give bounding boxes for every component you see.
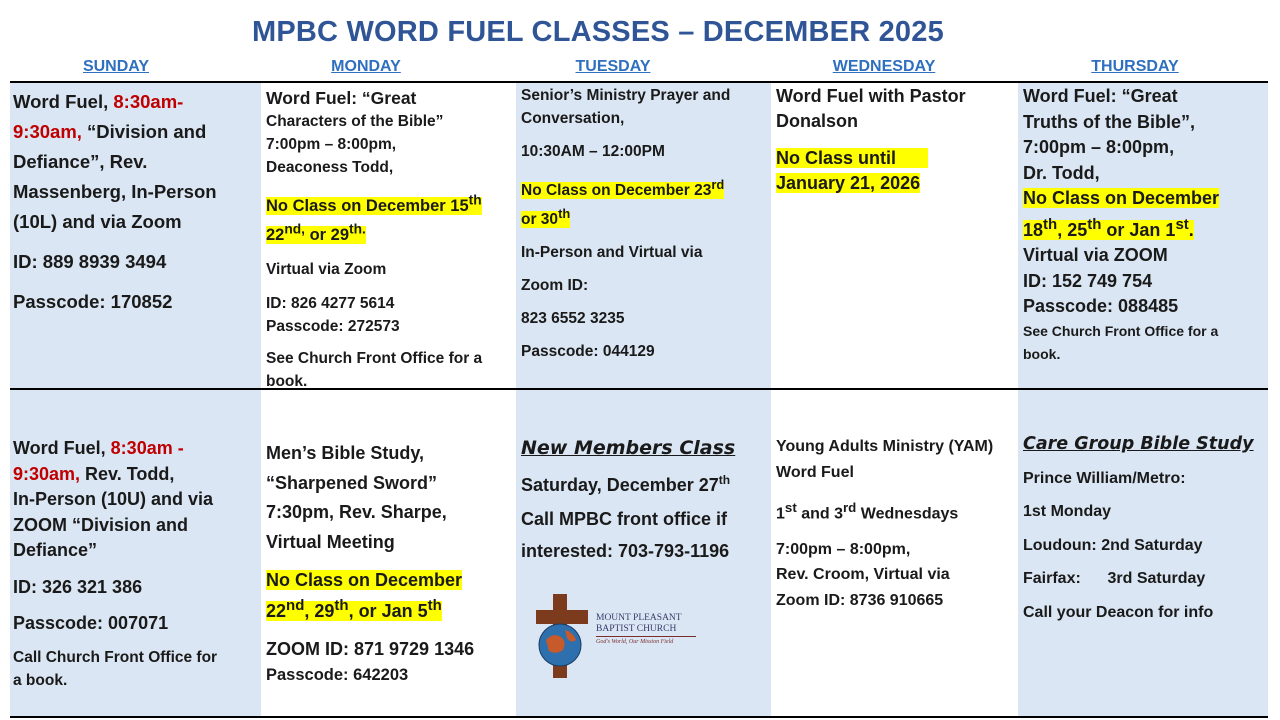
logo-text: MOUNT PLEASANT bbox=[596, 613, 682, 623]
cell-r2-sunday bbox=[10, 390, 261, 716]
zoom-id: ID: 326 321 386 bbox=[13, 576, 143, 597]
time-text: 9:30am, bbox=[13, 463, 81, 484]
no-class-notice: No Class until bbox=[776, 148, 928, 168]
no-class-notice: 18th, 25th or Jan 1st. bbox=[1023, 215, 1194, 240]
no-class-notice: No Class on December bbox=[266, 570, 463, 590]
zoom-id: ZOOM ID: 871 9729 1346 bbox=[266, 639, 475, 659]
text: book. bbox=[266, 373, 308, 388]
text: In-Person and Virtual via bbox=[521, 244, 703, 262]
text: Dr. Todd, bbox=[1023, 162, 1100, 183]
time-text: 8:30am - bbox=[110, 438, 184, 458]
passcode: Passcode: 044129 bbox=[521, 343, 655, 361]
text: Rev. Croom, Virtual via bbox=[776, 566, 950, 584]
text: Word Fuel: “Great bbox=[1023, 86, 1178, 106]
text: (10L) and via Zoom bbox=[13, 211, 182, 232]
text: In-Person (10U) and via bbox=[13, 489, 214, 509]
text: 1 bbox=[776, 505, 785, 523]
text: book. bbox=[1023, 345, 1061, 362]
zoom-id: ID: 152 749 754 bbox=[1023, 270, 1153, 291]
day-header-sunday: SUNDAY bbox=[82, 58, 150, 75]
cell-r1-tuesday bbox=[516, 82, 771, 388]
cell-r1-thursday bbox=[1018, 82, 1268, 388]
cross-globe-icon bbox=[533, 594, 595, 678]
text: th bbox=[718, 473, 731, 487]
new-members-class-title: New Members Class bbox=[521, 437, 736, 459]
text: Truths of the Bible”, bbox=[1023, 111, 1196, 132]
text: 7:00pm – 8:00pm, bbox=[266, 136, 397, 153]
text: Rev. Todd, bbox=[80, 463, 175, 484]
zoom-id: ID: 889 8939 3494 bbox=[13, 251, 167, 272]
text: “Division and bbox=[81, 121, 207, 142]
cell-r2-thursday bbox=[1018, 390, 1268, 716]
text: Virtual via ZOOM bbox=[1023, 245, 1168, 265]
text: 10:30AM – 12:00PM bbox=[521, 143, 665, 160]
text: 1st Monday bbox=[1023, 503, 1112, 520]
passcode: Passcode: 642203 bbox=[266, 666, 409, 684]
church-logo bbox=[533, 594, 703, 678]
time-text: 8:30am- bbox=[113, 91, 184, 112]
text: Word Fuel, bbox=[13, 91, 114, 112]
table-bottom-border bbox=[10, 716, 1268, 718]
passcode: Passcode: 007071 bbox=[13, 613, 169, 633]
no-class-notice: or 30th bbox=[521, 206, 571, 229]
text: ZOOM “Division and bbox=[13, 514, 189, 535]
text: 7:00pm – 8:00pm, bbox=[1023, 137, 1175, 157]
text: Fairfax: 3rd Saturday bbox=[1023, 570, 1206, 587]
zoom-id: Zoom ID: 8736 910665 bbox=[776, 591, 944, 609]
row-divider bbox=[10, 388, 1268, 390]
cell-r1-sunday bbox=[10, 82, 261, 388]
text: Men’s Bible Study, bbox=[266, 443, 425, 463]
text: 7:30pm, Rev. Sharpe, bbox=[266, 502, 447, 522]
zoom-id: ID: 826 4277 5614 bbox=[266, 295, 395, 312]
text: Deaconess Todd, bbox=[266, 159, 394, 176]
text: Donalson bbox=[776, 111, 859, 131]
page-title: MPBC WORD FUEL CLASSES – DECEMBER 2025 bbox=[252, 16, 944, 48]
logo-divider bbox=[596, 636, 696, 637]
text: Defiance” bbox=[13, 540, 98, 560]
text: 7:00pm – 8:00pm, bbox=[776, 540, 911, 558]
text: See Church Front Office for a bbox=[1023, 322, 1219, 339]
text: See Church Front Office for a bbox=[266, 350, 483, 367]
text: Massenberg, In-Person bbox=[13, 181, 217, 202]
text: Call your Deacon for info bbox=[1023, 603, 1214, 621]
text: Senior’s Ministry Prayer and bbox=[521, 87, 731, 104]
passcode: Passcode: 088485 bbox=[1023, 296, 1179, 316]
text: Conversation, bbox=[521, 110, 625, 127]
text: Young Adults Ministry (YAM) bbox=[776, 438, 994, 455]
text: Word Fuel with Pastor bbox=[776, 86, 966, 106]
no-class-notice: 22nd, 29th, or Jan 5th bbox=[266, 597, 442, 621]
text: “Sharpened Sword” bbox=[266, 472, 438, 493]
no-class-notice: No Class on December bbox=[1023, 188, 1220, 208]
text: Word Fuel: “Great bbox=[266, 88, 417, 108]
no-class-notice: $22^{nd,}$ or $29^{th.}$ bbox=[266, 221, 366, 244]
time-text: 9:30am, bbox=[13, 121, 82, 142]
no-class-notice: January 21, 2026 bbox=[776, 173, 921, 193]
phone-text: interested: 703-793-1196 bbox=[521, 541, 730, 561]
passcode: Passcode: 272573 bbox=[266, 318, 400, 335]
text: Virtual via Zoom bbox=[266, 261, 387, 278]
day-header-thursday: THURSDAY bbox=[1091, 58, 1179, 75]
cell-r1-wednesday bbox=[771, 82, 1018, 388]
cell-r1-monday bbox=[261, 82, 516, 388]
text: a book. bbox=[13, 671, 68, 689]
cell-r2-wednesday: Young Adults Ministry (YAM) Word Fuel 1st and 3rd Wednesdays 7:00pm – 8:00pm, Rev. Croom, Virtual via Zoom ID: 8736 910665 bbox=[771, 390, 1018, 716]
text: Saturday, December 27 bbox=[521, 475, 719, 495]
cell-r2-monday bbox=[261, 390, 516, 716]
logo-tagline: God's World, Our Mission Field bbox=[596, 639, 674, 645]
care-group-title: Care Group Bible Study bbox=[1023, 434, 1254, 454]
day-header-tuesday: TUESDAY bbox=[575, 58, 651, 75]
no-class-notice: No Class on December 23rd bbox=[521, 177, 725, 200]
text: Virtual Meeting bbox=[266, 531, 395, 552]
text: Prince William/Metro: bbox=[1023, 469, 1186, 487]
text: Loudoun: 2nd Saturday bbox=[1023, 536, 1203, 554]
table-top-border bbox=[10, 81, 1268, 83]
text: Characters of the Bible” bbox=[266, 113, 444, 130]
text: Call Church Front Office for bbox=[13, 648, 218, 666]
zoom-id: 823 6552 3235 bbox=[521, 310, 625, 328]
day-header-wednesday: WEDNESDAY bbox=[832, 58, 936, 75]
text: Word Fuel bbox=[776, 463, 854, 481]
text: Word Fuel, bbox=[13, 438, 111, 458]
text: Call MPBC front office if bbox=[521, 509, 727, 529]
no-class-notice: No Class on December 15th bbox=[266, 192, 482, 215]
logo-text: BAPTIST CHURCH bbox=[596, 624, 677, 634]
text: Defiance”, Rev. bbox=[13, 151, 148, 172]
text: Zoom ID: bbox=[521, 277, 589, 295]
day-header-monday: MONDAY bbox=[331, 58, 401, 75]
passcode: Passcode: 170852 bbox=[13, 291, 173, 312]
